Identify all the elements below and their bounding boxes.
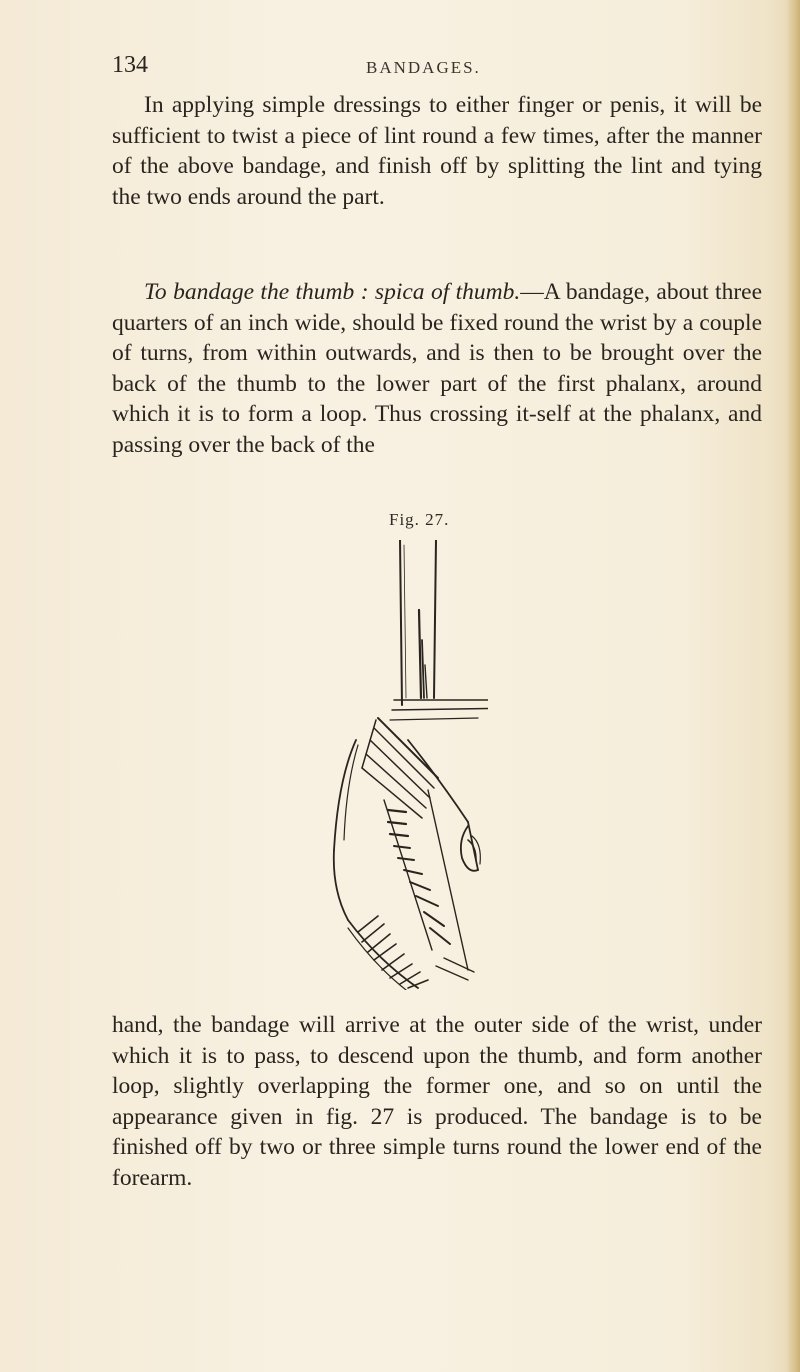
paragraph-dressings: In applying simple dressings to either finger or penis, it will be sufficient to twist a piece of lint round a few times, after the manner of the above bandage, and finish off by splitting the lint and tying the two ends around the part. bbox=[112, 92, 762, 210]
paragraph-continuation: hand, the bandage will arrive at the outer side of the wrist, under which it is to pass, to descend upon the thumb, and form another loop, slightly overlapping the former one, and so on until the appearance given in fig. 27 is produced. The bandage is to be finished off by two or three simple turns round the lower end of the forearm. bbox=[112, 1012, 762, 1191]
thumb-spica-illustration bbox=[318, 540, 488, 990]
page-edge bbox=[786, 0, 800, 1372]
paragraph-spica-body: —A bandage, about three quarters of an inch wide, should be fixed round the wrist by a couple of turns, from within outwards, and is then to be brought over the back of the thumb to the lower part of the first phalanx, around which it is to form a loop. Thus crossing it-self at the phalanx, and passing over the back of the bbox=[112, 279, 763, 458]
figure-caption: Fig. 27. bbox=[389, 510, 450, 529]
page-header bbox=[112, 52, 762, 88]
page-number: 134 bbox=[112, 52, 148, 78]
paragraph-spica-thumb bbox=[112, 277, 762, 461]
section-heading: To bandage the thumb : spica of thumb. bbox=[144, 279, 521, 305]
running-head: BANDAGES. bbox=[366, 58, 481, 77]
